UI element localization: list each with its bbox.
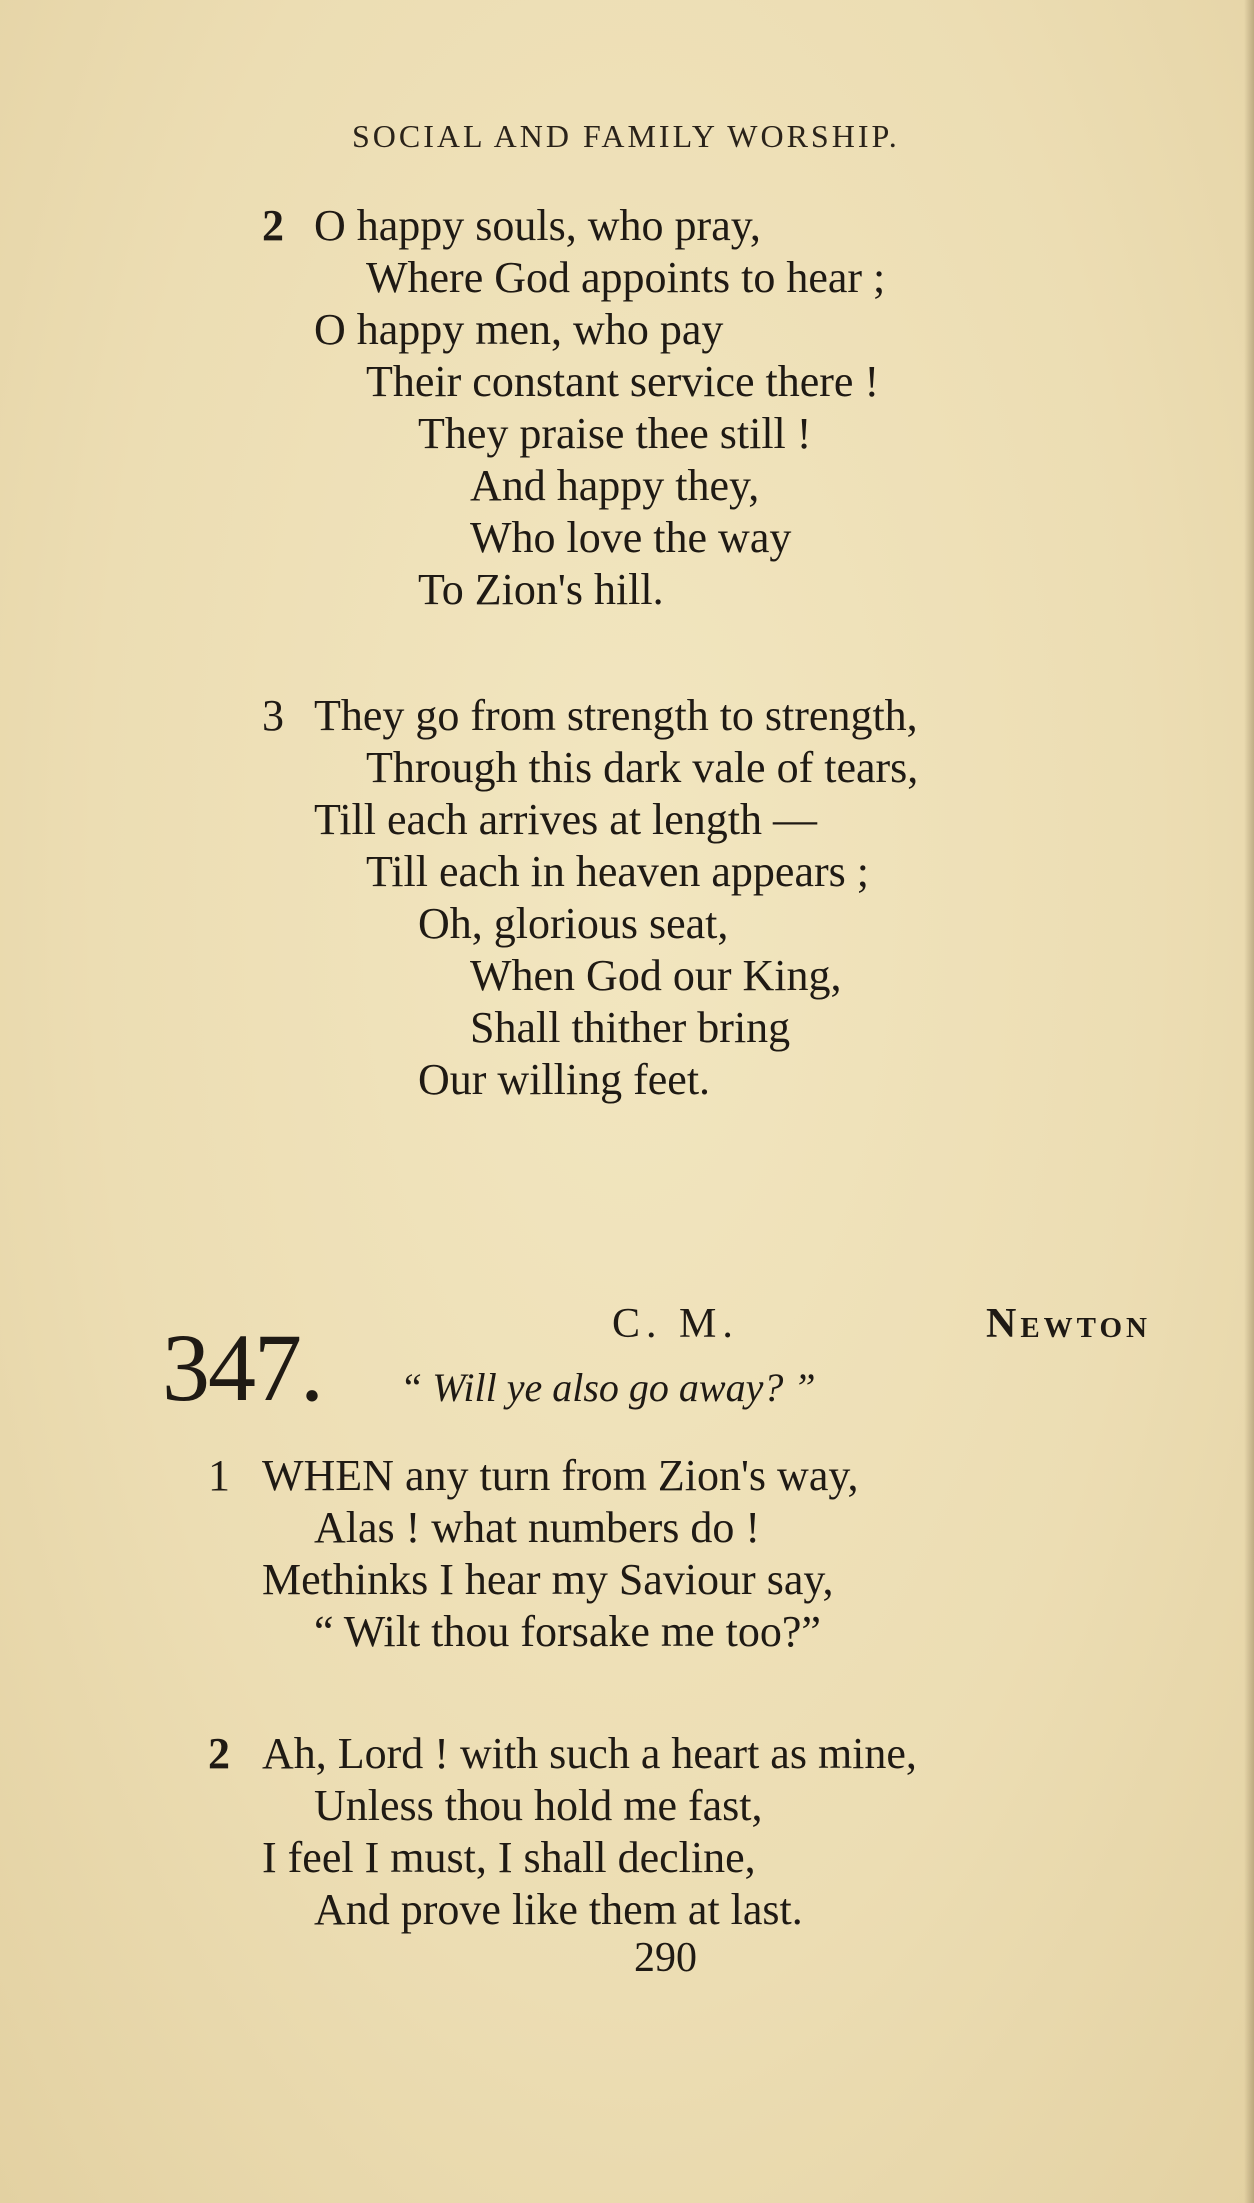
verse-line: Ah, Lord ! with such a heart as mine, <box>262 1729 917 1778</box>
hymn-number: 347. <box>162 1314 322 1421</box>
verse-line: When God our King, <box>470 951 842 1000</box>
stanza-number: 2 <box>208 1729 230 1778</box>
running-head: SOCIAL AND FAMILY WORSHIP. <box>352 118 900 154</box>
tune-name: Newton <box>986 1301 1151 1347</box>
verse-line: Through this dark vale of tears, <box>366 743 919 792</box>
page-number: 290 <box>634 1935 697 1981</box>
verse-line: And happy they, <box>470 461 760 510</box>
verse-line: Till each in heaven appears ; <box>366 847 869 896</box>
stanza-number: 2 <box>262 201 284 250</box>
verse-line: I feel I must, I shall decline, <box>262 1833 756 1882</box>
verse-line: Alas ! what numbers do ! <box>314 1503 761 1552</box>
verse-line: WHEN any turn from Zion's way, <box>262 1451 859 1500</box>
hymn-subtitle: “ Will ye also go away? ” <box>400 1365 816 1410</box>
page-edge-shadow <box>1244 0 1254 2203</box>
verse-line: To Zion's hill. <box>418 565 664 614</box>
verse-line: O happy souls, who pray, <box>314 201 761 250</box>
hymn-meter: C. M. <box>612 1301 739 1347</box>
verse-line: Where God appoints to hear ; <box>366 253 886 302</box>
verse-line: And prove like them at last. <box>314 1885 803 1934</box>
verse-line: “ Wilt thou forsake me too?” <box>314 1607 821 1656</box>
verse-line: Methinks I hear my Saviour say, <box>262 1555 834 1604</box>
verse-line: Their constant service there ! <box>366 357 880 406</box>
stanza-number: 3 <box>262 691 284 740</box>
verse-line: O happy men, who pay <box>314 305 724 354</box>
verse-line: Our willing feet. <box>418 1055 711 1104</box>
verse-line: They praise thee still ! <box>418 409 812 458</box>
verse-line: Who love the way <box>470 513 792 562</box>
verse-line: They go from strength to strength, <box>314 691 918 740</box>
verse-line: Shall thither bring <box>470 1003 791 1052</box>
verse-line: Till each arrives at length — <box>314 795 818 844</box>
verse-line: Unless thou hold me fast, <box>314 1781 763 1830</box>
stanza-number: 1 <box>208 1451 230 1500</box>
verse-line: Oh, glorious seat, <box>418 899 729 948</box>
